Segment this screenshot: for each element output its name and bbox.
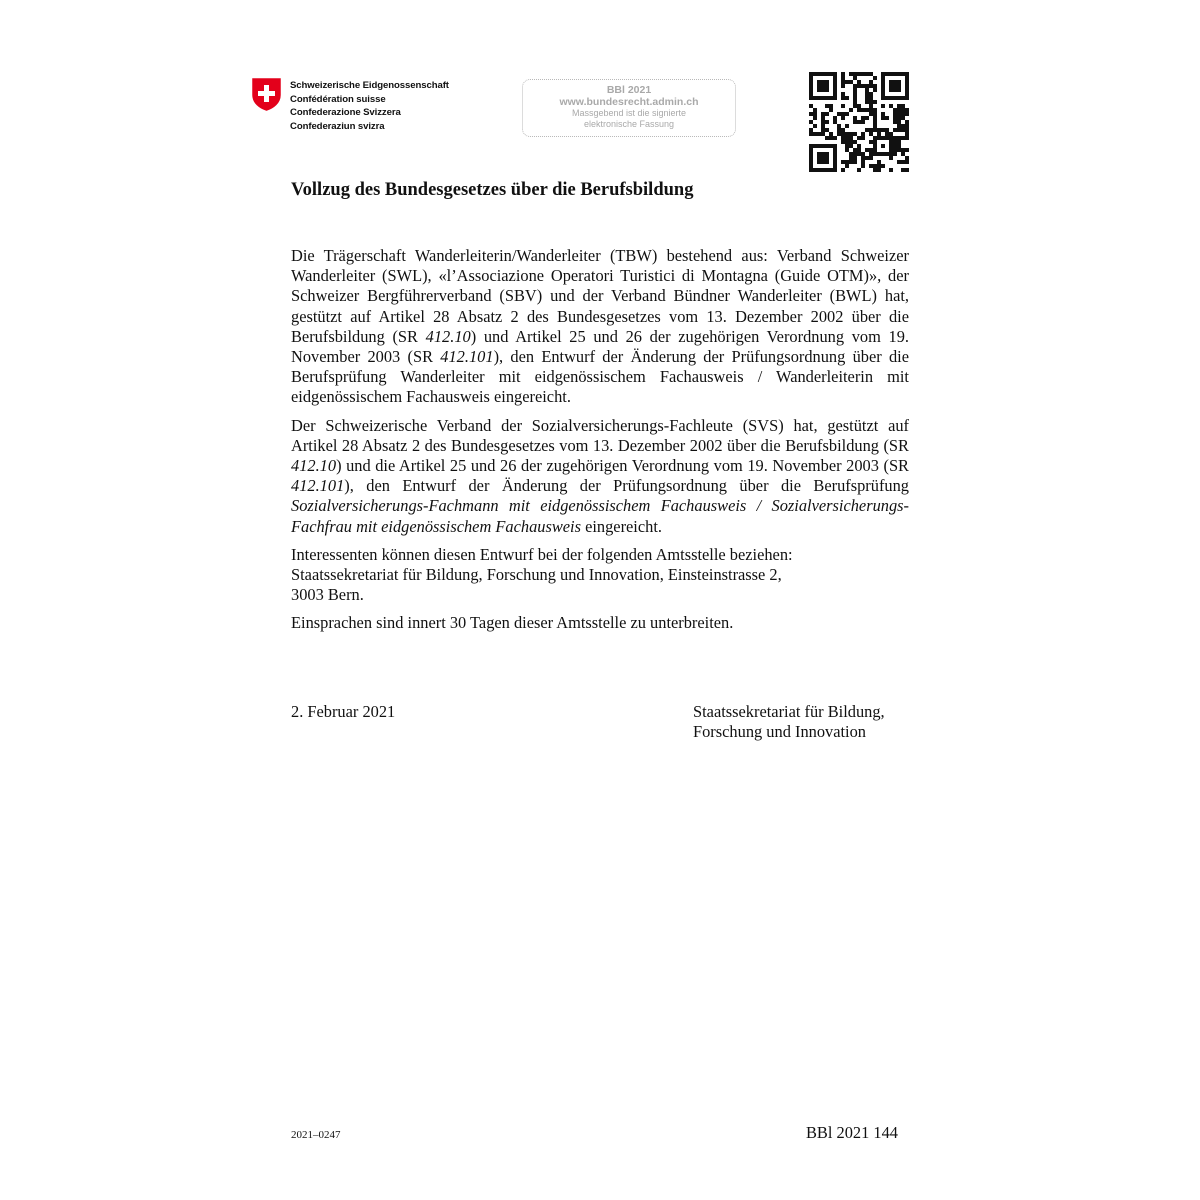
paragraph-contact — [291, 545, 909, 606]
signature-issuer — [693, 702, 885, 742]
paragraph-tbw-text-3: ), den Entwurf der Änderung der Prüfungsordnung über die Berufsprüfung Wanderleiter mit eidgenössischem Fachausweis / Wanderleiterin mit eidgenössischem Fachausweis eingereicht. — [291, 347, 910, 407]
paragraph-svs-text-3: ), den Entwurf der Änderung der Prüfungsordnung über die Berufsprüfung — [344, 476, 909, 496]
federation-name-de: Schweizerische Eidgenossenschaft — [290, 80, 449, 91]
qr-code-icon — [809, 72, 909, 172]
sr-reference: 412.10 — [425, 326, 471, 346]
paragraph-objection: Einsprachen sind innert 30 Tagen dieser Amtsstelle zu unterbreiten. — [291, 613, 734, 633]
paragraph-svs-text-4: eingereicht. — [580, 516, 662, 536]
sr-reference: 412.101 — [291, 476, 345, 496]
swiss-cross-icon — [252, 78, 281, 111]
sr-reference: 412.101 — [440, 347, 494, 367]
federation-name-rm: Confederaziun svizra — [290, 120, 385, 132]
federation-names — [290, 79, 449, 133]
document-body — [291, 246, 909, 642]
sr-reference: 412.10 — [291, 456, 337, 476]
contact-city: 3003 Bern. — [291, 585, 364, 605]
stamp-url[interactable]: www.bundesrecht.admin.ch — [559, 96, 699, 108]
paragraph-tbw — [291, 246, 909, 408]
paragraph-svs — [291, 416, 909, 537]
federation-name-fr: Confédération suisse — [290, 93, 386, 105]
contact-line-1: Interessenten können diesen Entwurf bei der folgenden Amtsstelle beziehen: — [291, 544, 793, 564]
bbl-reference: BBl 2021 144 — [806, 1123, 898, 1142]
stamp-note-2: elektronische Fassung — [583, 119, 675, 129]
paragraph-svs-text-2: ) und die Artikel 25 und 26 der zugehörigen Verordnung vom 19. November 2003 (SR — [336, 456, 909, 476]
signature-date: 2. Februar 2021 — [291, 702, 396, 721]
document-number: 2021–0247 — [291, 1129, 341, 1141]
paragraph-svs-text-1: Der Schweizerische Verband der Sozialversicherungs-Fachleute (SVS) hat, gestützt auf Artikel 28 Absatz 2 des Bundesgesetzes vom 13. Dezember 2002 über die Berufsbildung (SR — [291, 415, 909, 455]
stamp-title: BBl 2021 — [606, 84, 652, 96]
exam-title: Sozialversicherungs-Fachmann mit eidgenössischem Fachausweis / Sozialversicherungs-Fachfrau mit eidgenössischem Fachausweis — [291, 496, 909, 536]
official-stamp — [522, 79, 736, 137]
issuer-line-1: Staatssekretariat für Bildung, — [693, 702, 885, 721]
contact-address: Staatssekretariat für Bildung, Forschung und Innovation, Einsteinstrasse 2, — [291, 565, 782, 585]
paragraph-tbw-text-1: Die Trägerschaft Wanderleiterin/Wanderleiter (TBW) bestehend aus: Verband Schweizer Wanderleiter (SWL), «l’Associazione Operatori Turistici di Montagna (Guide OTM)», der Schweizer Bergführerverband (SBV) und der Verband Bündner Wanderleiter (BWL) hat, gestützt auf Artikel 28 Absatz 2 des Bundesgesetzes vom 13. Dezember 2002 über die Berufsbildung (SR — [291, 246, 909, 346]
stamp-note-1: Massgebend ist die signierte — [571, 108, 687, 118]
federation-name-it: Confederazione Svizzera — [290, 107, 401, 118]
page-title: Vollzug des Bundesgesetzes über die Berufsbildung — [291, 180, 694, 200]
paragraph-tbw-text-2: ) und Artikel 25 und 26 der zugehörigen Verordnung vom 19. November 2003 (SR — [291, 326, 910, 367]
issuer-line-2: Forschung und Innovation — [693, 722, 866, 742]
